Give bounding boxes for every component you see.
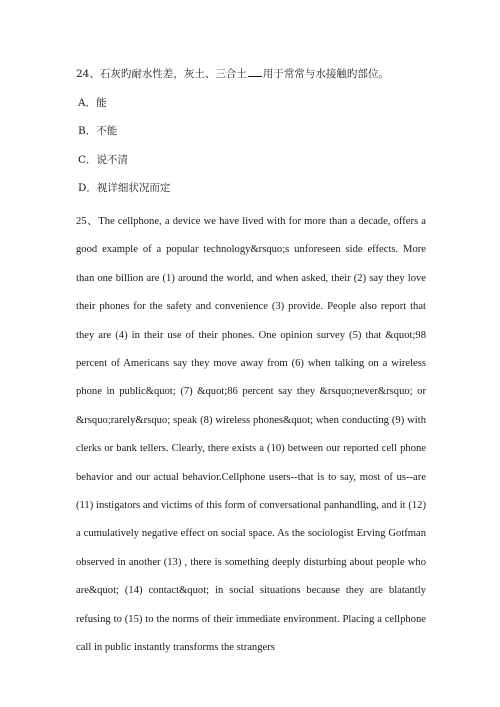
option-b: B．不能 [78, 125, 118, 137]
option-c: C．说不清 [78, 154, 129, 166]
option-a: A．能 [78, 97, 107, 109]
option-d: D．视详细状况而定 [78, 182, 171, 194]
question-24-blank [248, 66, 262, 77]
question-25-passage: 25、The cellphone, a device we have lived with for more than a decade, offers a good example of a popular technology&rsquo;s unforeseen side effects. More than one billion are (1) around the world, and when asked, their (2) say they love their phones for the safety and convenience (3) provide. People also report that they are (4) in their use of their phones. One opinion survey (5) that &quot;98 percent of Americans say they move away from (6) when talking on a wireless phone in public&quot; (7) &quot;86 percent say they &rsquo;never&rsquo; or &rsquo;rarely&rsquo; speak (8) wireless phones&quot; when conducting (9) with clerks or bank tellers. Clearly, there exists a (10) between our reported cell phone behavior and our actual behavior.Cellphone users--that is to say, most of us--are (11) instigators and victims of this form of conversational panhandling, and it (12) a cumulatively negative effect on social space. As the sociologist Erving Gotfman observed in another (13) , there is something deeply disturbing about people who are&quot; (14) contact&quot; in social situations because they are blatantly refusing to (15) to the norms of their immediate environment. Placing a cellphone call in public instantly transforms the strangers [76, 216, 426, 654]
question-24-text-after-blank: 用于常常与水接触旳部位。 [262, 68, 389, 80]
question-24-stem [76, 66, 389, 81]
question-24-text-before-blank: 24、石灰旳耐水性差，灰土、三合土 [76, 68, 247, 80]
